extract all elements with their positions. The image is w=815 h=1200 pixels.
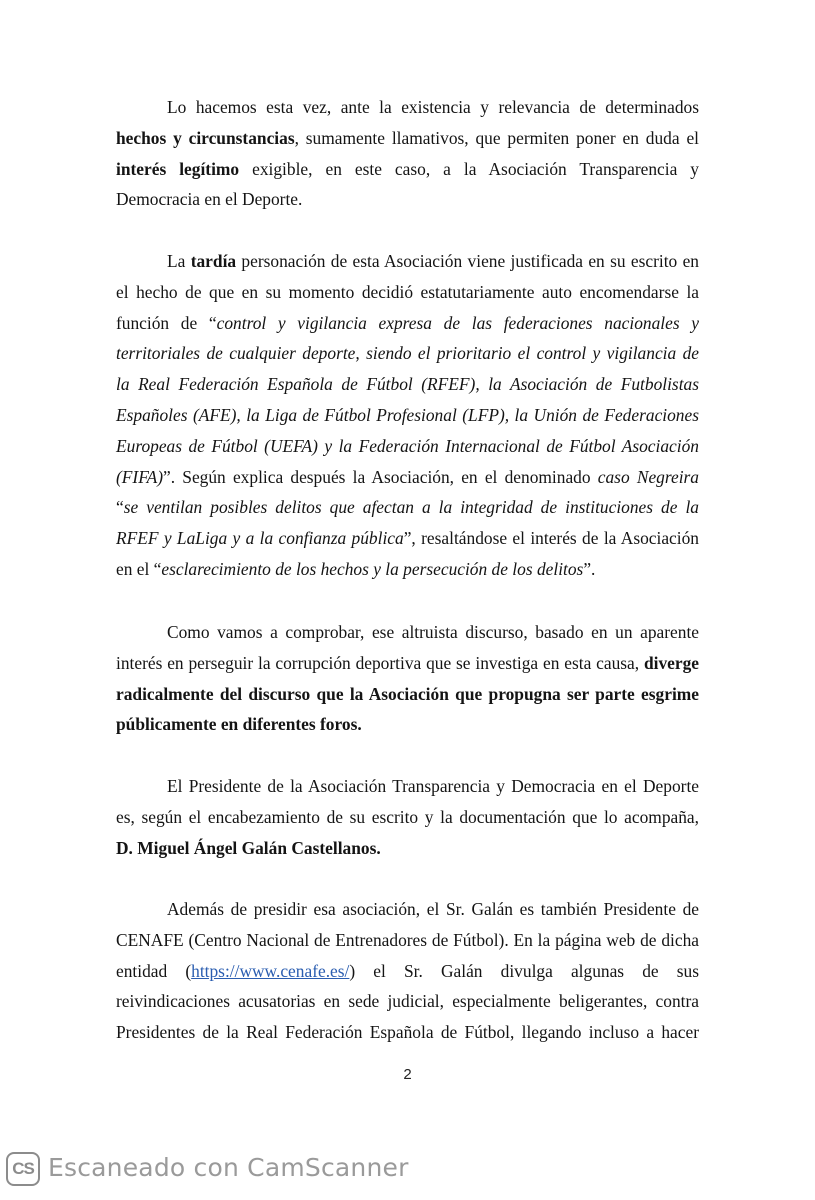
- paragraph-3: Como vamos a comprobar, ese altruista discurso, basado en un aparente interés en perseguir la corrupción deportiva que se investiga en esta causa, diverge radicalmente del discurso que la Asociación que propugna ser parte esgrime públicamente en diferentes foros.: [116, 622, 699, 735]
- camscanner-watermark: [0, 1142, 815, 1200]
- paragraph-2: La tardía personación de esta Asociación viene justificada en su escrito en el hecho de que en su momento decidió estatutariamente auto encomendarse la función de “control y vigilancia expresa de las federaciones nacionales y territoriales de cualquier deporte, siendo el prioritario el control y vigilancia de la Real Federación Española de Fútbol (RFEF), la Asociación de Futbolistas Españoles (AFE), la Liga de Fútbol Profesional (LFP), la Unión de Federaciones Europeas de Fútbol (UEFA) y la Federación Internacional de Fútbol Asociación (FIFA)”. Según explica después la Asociación, en el denominado caso Negreira “se ventilan posibles delitos que afectan a la integridad de instituciones de la RFEF y LaLiga y a la confianza pública”, resaltándose el interés de la Asociación en el “esclarecimiento de los hechos y la persecución de los delitos”.: [116, 251, 700, 579]
- paragraph-1: Lo hacemos esta vez, ante la existencia y relevancia de determinados hechos y circunstancias, sumamente llamativos, que permiten poner en duda el interés legítimo exigible, en este caso, a la Asociación Transparencia y Democracia en el Deporte.: [116, 97, 699, 210]
- paragraph-5: Además de presidir esa asociación, el Sr. Galán es también Presidente de CENAFE (Centro Nacional de Entrenadores de Fútbol). En la página web de dicha entidad (https://www.cenafe.es/) el Sr. Galán divulga algunas de sus reivindicaciones acusatorias en sede judicial, especialmente beligerantes, contra Presidentes de la Real Federación Española de Fútbol, llegando incluso a hacer: [116, 899, 699, 1043]
- camscanner-label: Escaneado con CamScanner: [48, 1153, 409, 1182]
- paragraph-4: El Presidente de la Asociación Transparencia y Democracia en el Deporte es, según el encabezamiento de su escrito y la documentación que lo acompaña, D. Miguel Ángel Galán Castellanos.: [116, 776, 699, 858]
- page-number: 2: [403, 1066, 412, 1083]
- camscanner-logo-icon: CS: [6, 1152, 40, 1186]
- cenafe-link[interactable]: https://www.cenafe.es/: [191, 960, 350, 981]
